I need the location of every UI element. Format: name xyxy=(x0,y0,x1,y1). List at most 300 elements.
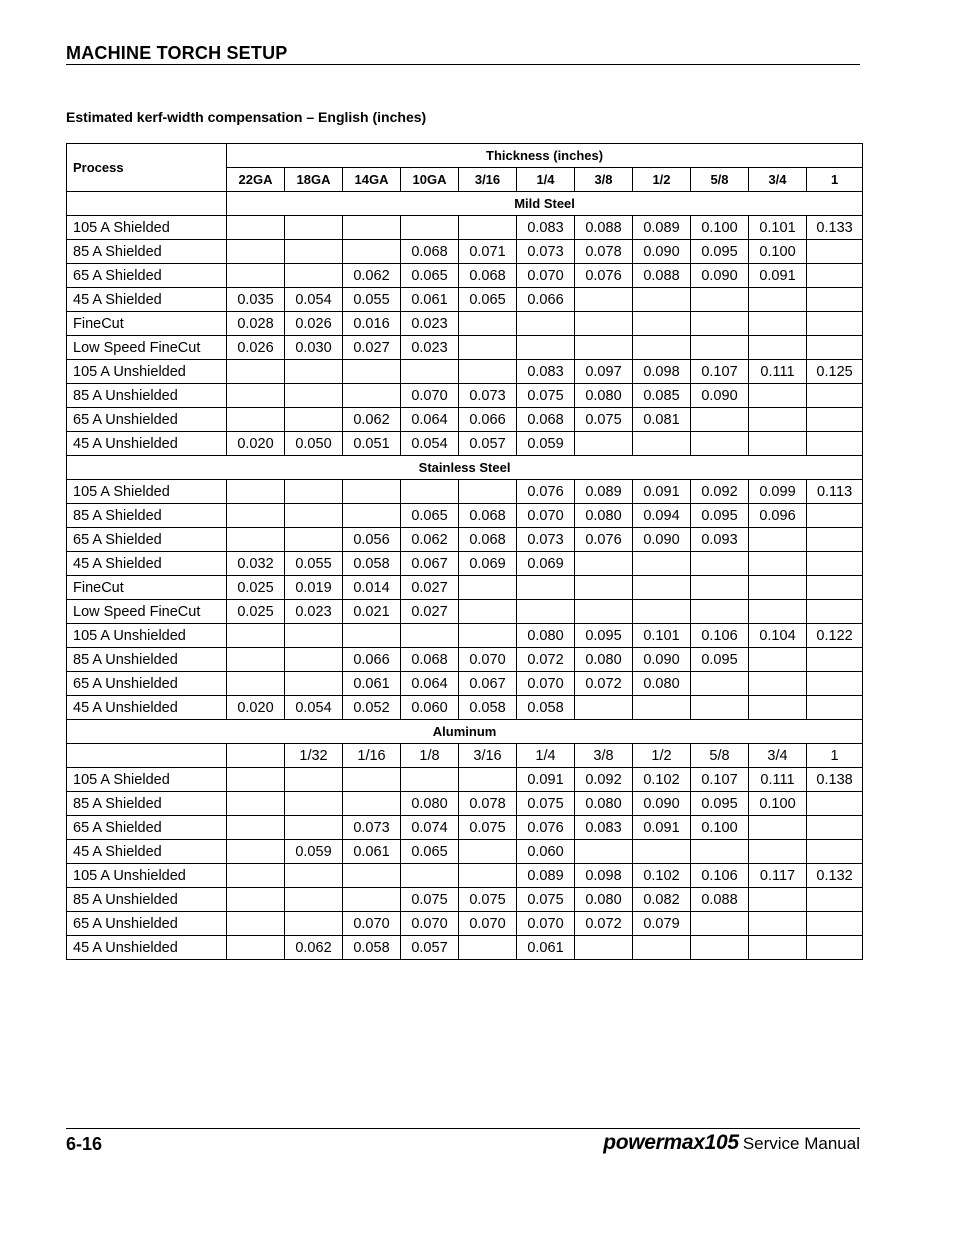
value-cell: 0.070 xyxy=(517,912,575,936)
value-cell xyxy=(575,696,633,720)
value-cell xyxy=(807,840,863,864)
value-cell: 0.054 xyxy=(285,696,343,720)
value-cell: 0.076 xyxy=(517,816,575,840)
value-cell: 0.075 xyxy=(517,888,575,912)
kerf-table-body xyxy=(67,144,863,960)
value-cell: 0.101 xyxy=(633,624,691,648)
value-cell: 0.113 xyxy=(807,480,863,504)
value-cell xyxy=(633,696,691,720)
value-cell: 0.080 xyxy=(575,504,633,528)
value-cell: 0.050 xyxy=(285,432,343,456)
thickness-column-header: 3/8 xyxy=(575,168,633,192)
value-cell: 0.051 xyxy=(343,432,401,456)
value-cell: 0.117 xyxy=(749,864,807,888)
value-cell: 0.075 xyxy=(517,792,575,816)
value-cell xyxy=(285,816,343,840)
value-cell: 0.080 xyxy=(575,888,633,912)
value-cell: 0.062 xyxy=(285,936,343,960)
value-cell xyxy=(749,312,807,336)
value-cell xyxy=(749,528,807,552)
value-cell: 0.071 xyxy=(459,240,517,264)
value-cell xyxy=(575,552,633,576)
process-cell: 105 A Unshielded xyxy=(67,624,227,648)
value-cell: 0.032 xyxy=(227,552,285,576)
table-row xyxy=(67,768,863,792)
value-cell xyxy=(749,696,807,720)
value-cell: 0.125 xyxy=(807,360,863,384)
value-cell xyxy=(343,792,401,816)
value-cell: 0.068 xyxy=(459,504,517,528)
value-cell xyxy=(749,672,807,696)
value-cell: 0.058 xyxy=(517,696,575,720)
process-cell: 85 A Shielded xyxy=(67,792,227,816)
value-cell: 0.054 xyxy=(285,288,343,312)
value-cell: 0.078 xyxy=(575,240,633,264)
value-cell xyxy=(401,216,459,240)
value-cell xyxy=(227,504,285,528)
process-cell: Low Speed FineCut xyxy=(67,600,227,624)
value-cell xyxy=(517,336,575,360)
value-cell xyxy=(691,408,749,432)
value-cell: 0.075 xyxy=(575,408,633,432)
value-cell xyxy=(401,624,459,648)
value-cell xyxy=(749,408,807,432)
value-cell: 0.090 xyxy=(633,792,691,816)
subheader-cell xyxy=(67,744,227,768)
value-cell: 0.082 xyxy=(633,888,691,912)
value-cell: 0.107 xyxy=(691,360,749,384)
value-cell: 0.088 xyxy=(691,888,749,912)
section-row xyxy=(67,192,863,216)
value-cell: 0.095 xyxy=(691,240,749,264)
value-cell: 0.073 xyxy=(517,528,575,552)
value-cell: 0.062 xyxy=(343,264,401,288)
process-cell: 65 A Unshielded xyxy=(67,912,227,936)
process-cell: 105 A Shielded xyxy=(67,768,227,792)
value-cell: 0.070 xyxy=(459,648,517,672)
value-cell xyxy=(285,888,343,912)
value-cell: 0.069 xyxy=(517,552,575,576)
value-cell: 0.106 xyxy=(691,624,749,648)
process-cell: 85 A Unshielded xyxy=(67,888,227,912)
value-cell: 0.030 xyxy=(285,336,343,360)
process-cell: 105 A Unshielded xyxy=(67,360,227,384)
value-cell: 0.061 xyxy=(343,840,401,864)
process-cell: 85 A Unshielded xyxy=(67,384,227,408)
value-cell xyxy=(691,336,749,360)
value-cell: 0.093 xyxy=(691,528,749,552)
value-cell: 0.096 xyxy=(749,504,807,528)
value-cell: 0.068 xyxy=(459,528,517,552)
value-cell: 0.080 xyxy=(517,624,575,648)
value-cell xyxy=(227,792,285,816)
value-cell: 0.111 xyxy=(749,360,807,384)
value-cell xyxy=(575,600,633,624)
table-row xyxy=(67,408,863,432)
table-row xyxy=(67,240,863,264)
subheader-cell: 1 xyxy=(807,744,863,768)
value-cell: 0.100 xyxy=(691,816,749,840)
value-cell xyxy=(227,840,285,864)
table-row xyxy=(67,216,863,240)
value-cell xyxy=(749,816,807,840)
value-cell: 0.097 xyxy=(575,360,633,384)
page-number: 6-16 xyxy=(66,1134,103,1154)
value-cell: 0.089 xyxy=(575,480,633,504)
value-cell: 0.021 xyxy=(343,600,401,624)
value-cell xyxy=(517,312,575,336)
thickness-column-header: 10GA xyxy=(401,168,459,192)
value-cell xyxy=(749,888,807,912)
process-cell: Low Speed FineCut xyxy=(67,336,227,360)
thickness-column-header: 22GA xyxy=(227,168,285,192)
value-cell xyxy=(807,528,863,552)
value-cell xyxy=(633,600,691,624)
table-row xyxy=(67,696,863,720)
value-cell: 0.026 xyxy=(285,312,343,336)
value-cell xyxy=(227,816,285,840)
value-cell xyxy=(749,600,807,624)
thickness-column-header: 3/4 xyxy=(749,168,807,192)
table-row xyxy=(67,504,863,528)
section-row xyxy=(67,720,863,744)
process-cell: 45 A Shielded xyxy=(67,840,227,864)
table-row xyxy=(67,840,863,864)
value-cell xyxy=(285,504,343,528)
process-cell: 105 A Shielded xyxy=(67,480,227,504)
value-cell: 0.080 xyxy=(401,792,459,816)
value-cell xyxy=(285,864,343,888)
value-cell: 0.068 xyxy=(517,408,575,432)
value-cell: 0.016 xyxy=(343,312,401,336)
value-cell xyxy=(227,768,285,792)
value-cell: 0.027 xyxy=(343,336,401,360)
value-cell xyxy=(227,624,285,648)
value-cell xyxy=(807,384,863,408)
value-cell xyxy=(343,384,401,408)
value-cell xyxy=(401,768,459,792)
value-cell: 0.076 xyxy=(575,264,633,288)
value-cell xyxy=(575,840,633,864)
value-cell xyxy=(285,264,343,288)
value-cell: 0.132 xyxy=(807,864,863,888)
thickness-column-header: 14GA xyxy=(343,168,401,192)
value-cell xyxy=(807,912,863,936)
value-cell: 0.020 xyxy=(227,432,285,456)
value-cell: 0.098 xyxy=(633,360,691,384)
value-cell: 0.100 xyxy=(749,792,807,816)
value-cell xyxy=(807,312,863,336)
value-cell xyxy=(401,480,459,504)
value-cell: 0.080 xyxy=(575,792,633,816)
value-cell xyxy=(691,840,749,864)
value-cell xyxy=(807,816,863,840)
value-cell xyxy=(343,888,401,912)
value-cell xyxy=(227,216,285,240)
value-cell: 0.083 xyxy=(575,816,633,840)
brand-logo: powermax105 xyxy=(603,1131,739,1154)
value-cell: 0.088 xyxy=(575,216,633,240)
value-cell xyxy=(749,336,807,360)
value-cell xyxy=(285,624,343,648)
value-cell xyxy=(227,480,285,504)
value-cell: 0.064 xyxy=(401,408,459,432)
value-cell xyxy=(807,696,863,720)
value-cell xyxy=(459,216,517,240)
value-cell: 0.090 xyxy=(633,240,691,264)
process-cell: 45 A Unshielded xyxy=(67,696,227,720)
value-cell: 0.025 xyxy=(227,600,285,624)
table-row xyxy=(67,432,863,456)
subheader-cell: 3/16 xyxy=(459,744,517,768)
process-cell: 105 A Shielded xyxy=(67,216,227,240)
value-cell xyxy=(749,936,807,960)
value-cell xyxy=(807,240,863,264)
table-row xyxy=(67,864,863,888)
value-cell xyxy=(691,936,749,960)
value-cell xyxy=(285,648,343,672)
value-cell: 0.025 xyxy=(227,576,285,600)
value-cell: 0.054 xyxy=(401,432,459,456)
value-cell: 0.066 xyxy=(459,408,517,432)
value-cell xyxy=(807,504,863,528)
value-cell: 0.070 xyxy=(459,912,517,936)
value-cell xyxy=(285,480,343,504)
value-cell xyxy=(633,432,691,456)
process-cell: 65 A Shielded xyxy=(67,816,227,840)
value-cell: 0.138 xyxy=(807,768,863,792)
table-row xyxy=(67,888,863,912)
value-cell xyxy=(691,432,749,456)
value-cell xyxy=(807,264,863,288)
value-cell: 0.075 xyxy=(517,384,575,408)
thickness-column-header: 5/8 xyxy=(691,168,749,192)
value-cell: 0.106 xyxy=(691,864,749,888)
value-cell xyxy=(285,792,343,816)
value-cell: 0.068 xyxy=(401,240,459,264)
value-cell: 0.068 xyxy=(459,264,517,288)
table-header-row xyxy=(67,144,863,168)
value-cell xyxy=(459,360,517,384)
subheader-cell: 1/2 xyxy=(633,744,691,768)
value-cell xyxy=(343,864,401,888)
value-cell: 0.023 xyxy=(401,312,459,336)
value-cell: 0.023 xyxy=(401,336,459,360)
value-cell: 0.069 xyxy=(459,552,517,576)
value-cell xyxy=(227,528,285,552)
value-cell: 0.083 xyxy=(517,360,575,384)
manual-label: Service Manual xyxy=(742,1134,860,1153)
value-cell: 0.014 xyxy=(343,576,401,600)
value-cell xyxy=(459,936,517,960)
value-cell xyxy=(633,336,691,360)
value-cell: 0.061 xyxy=(343,672,401,696)
table-row xyxy=(67,600,863,624)
value-cell xyxy=(285,912,343,936)
value-cell: 0.074 xyxy=(401,816,459,840)
value-cell: 0.075 xyxy=(401,888,459,912)
value-cell xyxy=(575,576,633,600)
process-cell: 85 A Shielded xyxy=(67,240,227,264)
value-cell xyxy=(459,768,517,792)
value-cell: 0.060 xyxy=(517,840,575,864)
kerf-width-table xyxy=(66,143,863,960)
value-cell xyxy=(807,432,863,456)
value-cell: 0.065 xyxy=(401,264,459,288)
value-cell xyxy=(749,288,807,312)
value-cell xyxy=(691,600,749,624)
value-cell: 0.080 xyxy=(575,648,633,672)
table-row xyxy=(67,576,863,600)
value-cell xyxy=(285,768,343,792)
process-cell: 45 A Unshielded xyxy=(67,936,227,960)
value-cell xyxy=(459,840,517,864)
value-cell xyxy=(227,936,285,960)
process-cell: 105 A Unshielded xyxy=(67,864,227,888)
process-cell: 85 A Shielded xyxy=(67,504,227,528)
value-cell xyxy=(575,288,633,312)
value-cell: 0.083 xyxy=(517,216,575,240)
value-cell: 0.067 xyxy=(459,672,517,696)
table-row xyxy=(67,528,863,552)
value-cell: 0.056 xyxy=(343,528,401,552)
value-cell xyxy=(343,624,401,648)
value-cell: 0.102 xyxy=(633,768,691,792)
value-cell xyxy=(807,288,863,312)
value-cell xyxy=(633,936,691,960)
table-row xyxy=(67,624,863,648)
value-cell xyxy=(227,408,285,432)
value-cell: 0.099 xyxy=(749,480,807,504)
process-cell: 65 A Unshielded xyxy=(67,408,227,432)
value-cell: 0.065 xyxy=(401,840,459,864)
value-cell xyxy=(749,648,807,672)
table-row xyxy=(67,672,863,696)
value-cell xyxy=(227,360,285,384)
value-cell xyxy=(691,672,749,696)
subheader-cell: 5/8 xyxy=(691,744,749,768)
section-heading: Stainless Steel xyxy=(67,456,863,480)
value-cell: 0.081 xyxy=(633,408,691,432)
value-cell: 0.068 xyxy=(401,648,459,672)
value-cell: 0.020 xyxy=(227,696,285,720)
value-cell xyxy=(285,672,343,696)
value-cell: 0.095 xyxy=(575,624,633,648)
value-cell: 0.092 xyxy=(691,480,749,504)
value-cell: 0.055 xyxy=(285,552,343,576)
value-cell xyxy=(285,384,343,408)
value-cell: 0.091 xyxy=(749,264,807,288)
value-cell xyxy=(459,624,517,648)
value-cell: 0.028 xyxy=(227,312,285,336)
value-cell: 0.088 xyxy=(633,264,691,288)
footer-brand-line xyxy=(603,1131,860,1155)
value-cell xyxy=(401,360,459,384)
table-row xyxy=(67,936,863,960)
subheader-cell: 3/4 xyxy=(749,744,807,768)
value-cell: 0.101 xyxy=(749,216,807,240)
value-cell: 0.060 xyxy=(401,696,459,720)
value-cell xyxy=(343,360,401,384)
value-cell: 0.072 xyxy=(575,672,633,696)
value-cell xyxy=(459,600,517,624)
value-cell: 0.062 xyxy=(343,408,401,432)
value-cell xyxy=(227,672,285,696)
section-row xyxy=(67,456,863,480)
table-row xyxy=(67,264,863,288)
value-cell: 0.072 xyxy=(517,648,575,672)
section-title: MACHINE TORCH SETUP xyxy=(66,43,288,63)
value-cell: 0.075 xyxy=(459,816,517,840)
thickness-header: Thickness (inches) xyxy=(227,144,863,168)
section-heading: Mild Steel xyxy=(227,192,863,216)
value-cell: 0.057 xyxy=(401,936,459,960)
footer-rule xyxy=(66,1128,860,1129)
value-cell: 0.090 xyxy=(633,648,691,672)
table-row xyxy=(67,648,863,672)
value-cell: 0.062 xyxy=(401,528,459,552)
value-cell: 0.090 xyxy=(633,528,691,552)
value-cell: 0.066 xyxy=(343,648,401,672)
value-cell xyxy=(459,864,517,888)
subheader-cell: 1/32 xyxy=(285,744,343,768)
value-cell xyxy=(285,360,343,384)
value-cell xyxy=(691,696,749,720)
value-cell xyxy=(749,912,807,936)
value-cell xyxy=(807,408,863,432)
subheader-cell: 1/8 xyxy=(401,744,459,768)
value-cell xyxy=(749,384,807,408)
value-cell xyxy=(691,552,749,576)
value-cell xyxy=(343,504,401,528)
header-rule xyxy=(66,64,860,65)
value-cell xyxy=(517,600,575,624)
section-subheader-row xyxy=(67,744,863,768)
value-cell xyxy=(575,936,633,960)
subheader-cell xyxy=(227,744,285,768)
thickness-column-header: 18GA xyxy=(285,168,343,192)
value-cell xyxy=(807,648,863,672)
value-cell: 0.091 xyxy=(633,816,691,840)
process-column-header: Process xyxy=(67,144,227,192)
value-cell xyxy=(807,576,863,600)
table-row xyxy=(67,312,863,336)
subheader-cell: 1/16 xyxy=(343,744,401,768)
thickness-column-header: 1 xyxy=(807,168,863,192)
table-row xyxy=(67,792,863,816)
value-cell: 0.073 xyxy=(343,816,401,840)
value-cell: 0.090 xyxy=(691,264,749,288)
value-cell xyxy=(691,576,749,600)
table-caption: Estimated kerf-width compensation – English (inches) xyxy=(66,109,427,125)
value-cell: 0.058 xyxy=(343,936,401,960)
process-cell: 45 A Unshielded xyxy=(67,432,227,456)
value-cell xyxy=(343,240,401,264)
value-cell xyxy=(691,288,749,312)
process-cell: 65 A Shielded xyxy=(67,528,227,552)
value-cell: 0.091 xyxy=(517,768,575,792)
value-cell: 0.059 xyxy=(517,432,575,456)
value-cell xyxy=(227,888,285,912)
process-cell: 85 A Unshielded xyxy=(67,648,227,672)
value-cell: 0.080 xyxy=(633,672,691,696)
process-cell: 45 A Shielded xyxy=(67,552,227,576)
value-cell xyxy=(227,864,285,888)
value-cell: 0.094 xyxy=(633,504,691,528)
value-cell: 0.067 xyxy=(401,552,459,576)
table-row xyxy=(67,384,863,408)
value-cell xyxy=(749,576,807,600)
